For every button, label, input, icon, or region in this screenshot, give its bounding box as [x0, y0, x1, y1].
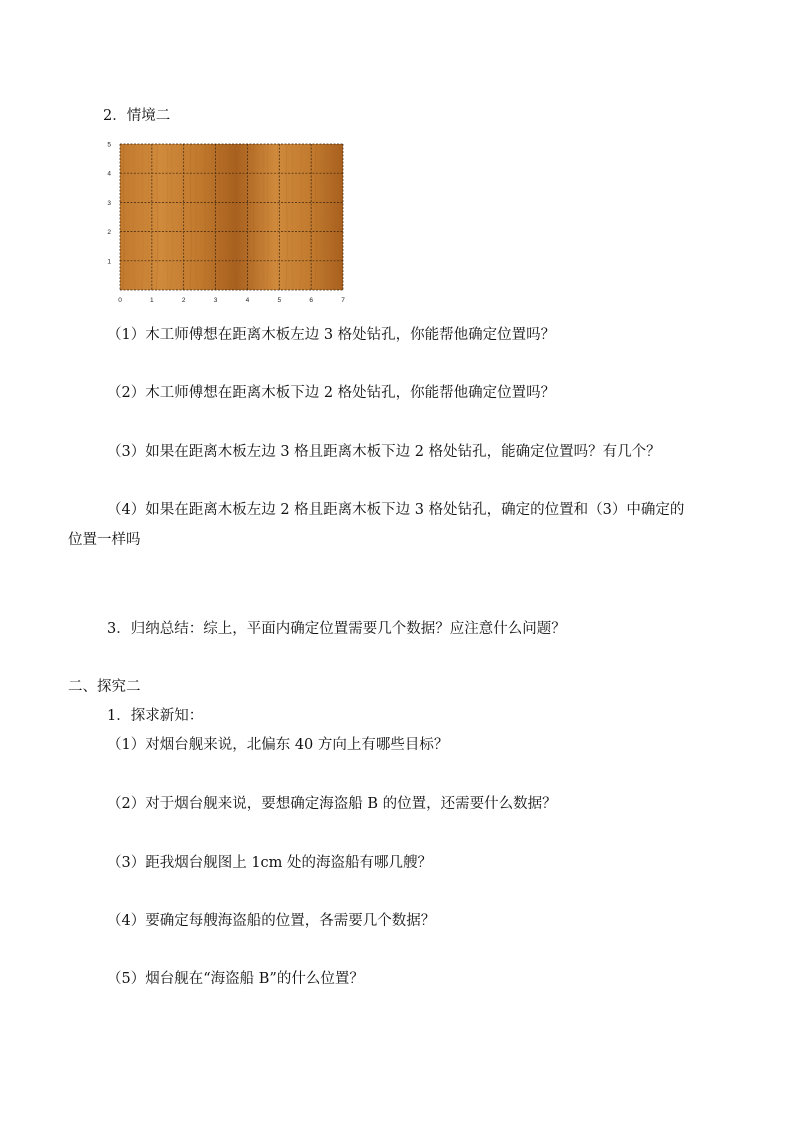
x-tick-label: 6 [309, 297, 313, 304]
y-tick-label: 4 [107, 170, 111, 178]
y-tick-label: 3 [107, 199, 111, 207]
question-2-3: （3）如果在距离木板左边 3 格且距离木板下边 2 格处钻孔，能确定位置吗？有几个？ [107, 444, 661, 460]
x-tick-label: 1 [150, 297, 154, 304]
x-tick-label: 2 [181, 297, 186, 304]
question-p2-2: （2）对于烟台舰来说，要想确定海盗船 B 的位置，还需要什么数据？ [107, 796, 557, 812]
y-axis-ticks [107, 142, 111, 266]
question-p2-5: （5）烟台舰在“海盗船 B”的什么位置？ [107, 971, 364, 987]
question-2-4-continued: 位置一样吗 [68, 532, 141, 548]
question-p2-3: （3）距我烟台舰图上 1cm 处的海盗船有哪几艘？ [107, 855, 433, 871]
question-p2-4: （4）要确定每艘海盗船的位置，各需要几个数据？ [107, 913, 436, 929]
question-p2-1: （1）对烟台舰来说，北偏东 40 方向上有哪些目标？ [107, 737, 449, 753]
section-3-heading: 3．归纳总结：综上，平面内确定位置需要几个数据？应注意什么问题？ [107, 621, 566, 637]
x-tick-label: 0 [118, 297, 122, 304]
x-tick-label: 7 [341, 297, 345, 304]
section-2-heading: 2．情境二 [103, 108, 171, 124]
wood-board [120, 144, 343, 290]
question-2-2: （2）木工师傅想在距离木板下边 2 格处钻孔，你能帮他确定位置吗？ [107, 385, 556, 401]
x-tick-label: 4 [245, 297, 250, 304]
y-tick-label: 1 [107, 258, 111, 266]
part-2-sub-heading: 1．探求新知： [107, 708, 204, 724]
x-axis-ticks [118, 297, 345, 304]
y-tick-label: 2 [107, 229, 111, 237]
board-surface [120, 144, 343, 290]
wood-board-grid-figure [103, 138, 353, 308]
question-2-4: （4）如果在距离木板左边 2 格且距离木板下边 3 格处钻孔，确定的位置和（3）中确定的 [107, 502, 685, 518]
x-tick-label: 5 [277, 297, 282, 304]
x-tick-label: 3 [213, 297, 218, 304]
question-2-1: （1）木工师傅想在距离木板左边 3 格处钻孔，你能帮他确定位置吗？ [107, 327, 556, 343]
part-2-heading: 二、探究二 [68, 679, 141, 695]
y-tick-label: 5 [107, 141, 111, 149]
